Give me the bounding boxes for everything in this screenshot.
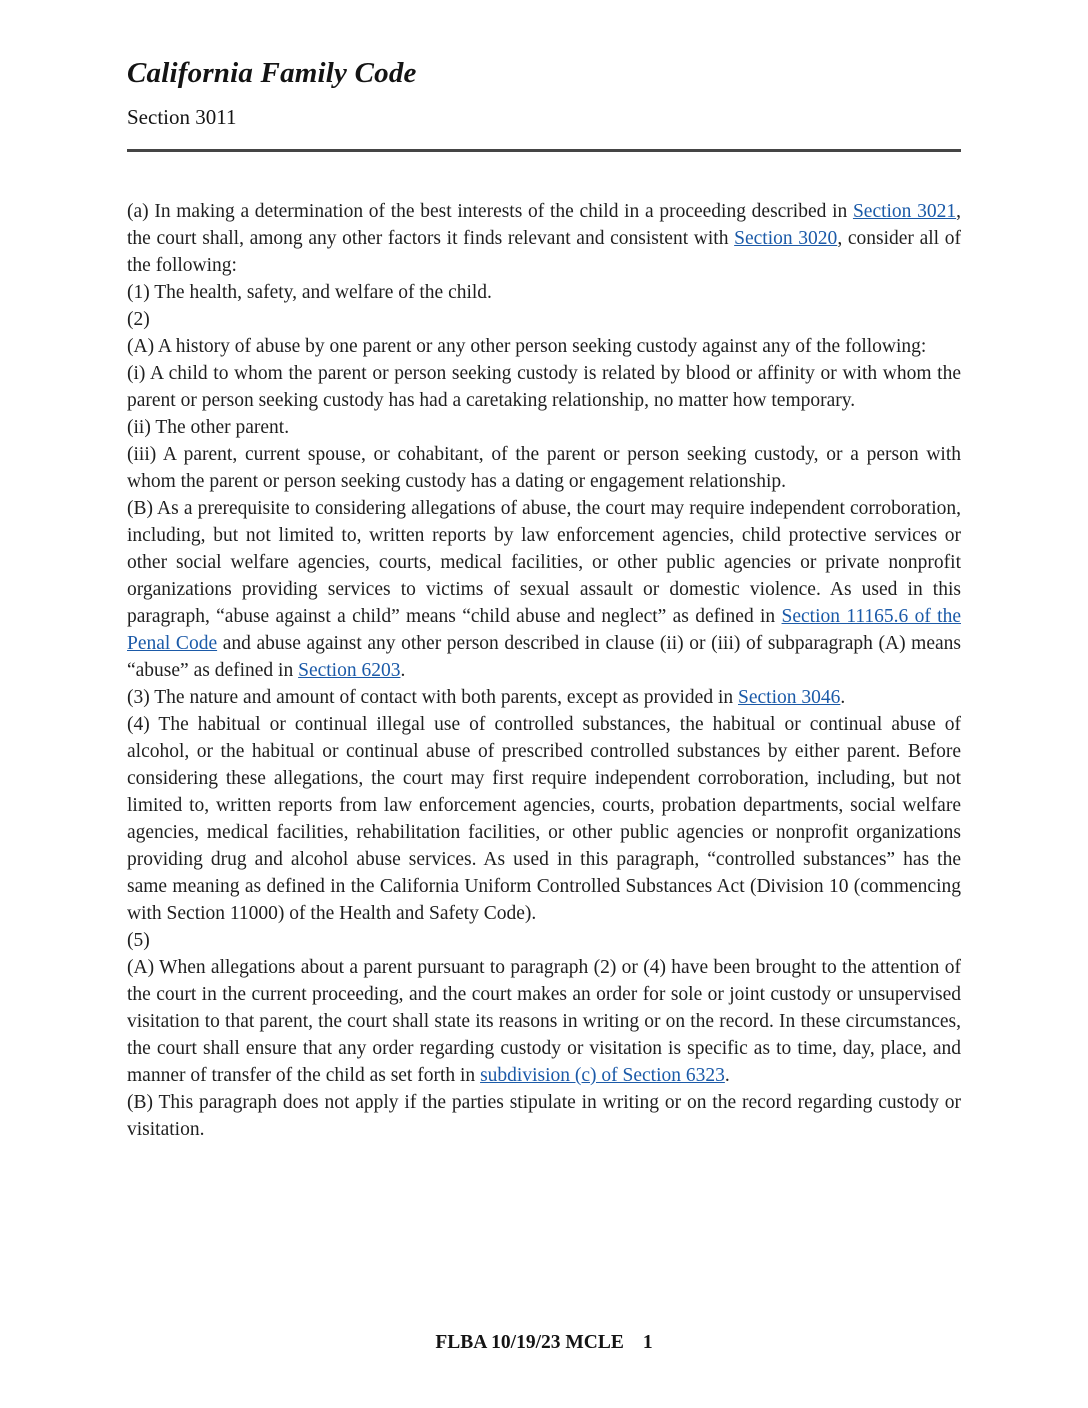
section-link[interactable]: Section 11165.6 of the Penal Code <box>127 606 961 654</box>
paragraph: (5) <box>127 930 150 951</box>
footer-page-number: 1 <box>642 1332 653 1353</box>
paragraph: (B) As a prerequisite to considering allegations of abuse, the court may require independent corroboration, including, but not limited to, written reports by law enforcement agencies, child protective services or other social welfare agencies, courts, medical facilities, or other public agencies or private nonprofit organizations providing services to victims of sexual assault or domestic violence. As used in this paragraph, “abuse against a child” means “child abuse and neglect” as defined in Section 11165.6 of the Penal Code and abuse against any other person described in clause (ii) or (iii) of subparagraph (A) means “abuse” as defined in Section 6203. <box>127 498 961 681</box>
document-header <box>127 57 961 152</box>
paragraph: (A) When allegations about a parent pursuant to paragraph (2) or (4) have been brought to the attention of the court in the current proceeding, and the court makes an order for sole or joint custody or unsupervised visitation to that parent, the court shall state its reasons in writing or on the record. In these circumstances, the court shall ensure that any order regarding custody or visitation is specific as to time, day, place, and manner of transfer of the child as set forth in subdivision (c) of Section 6323. <box>127 957 961 1086</box>
footer-text: FLBA 10/19/23 MCLE <box>435 1332 624 1353</box>
paragraph: (B) This paragraph does not apply if the parties stipulate in writing or on the record regarding custody or visitation. <box>127 1092 961 1140</box>
paragraph: (a) In making a determination of the best interests of the child in a proceeding described in Section 3021, the court shall, among any other factors it finds relevant and consistent with Section 3020, consider all of the following: <box>127 201 962 276</box>
section-link[interactable]: Section 6203 <box>298 660 401 681</box>
document-body <box>127 198 961 1143</box>
section-link[interactable]: Section 3021 <box>852 201 957 222</box>
section-link[interactable]: Section 3046 <box>738 687 841 708</box>
paragraph: (3) The nature and amount of contact with both parents, except as provided in Section 3046. <box>127 687 846 708</box>
paragraph: (4) The habitual or continual illegal use of controlled substances, the habitual or continual abuse of alcohol, or the habitual or continual abuse of prescribed controlled substances by either parent. Before considering these allegations, the court may first require independent corroboration, including, but not limited to, written reports from law enforcement agencies, courts, probation departments, social welfare agencies, medical facilities, rehabilitation facilities, or other public agencies or nonprofit organizations providing drug and alcohol abuse services. As used in this paragraph, “controlled substances” has the same meaning as defined in the California Uniform Controlled Substances Act (Division 10 (commencing with Section 11000) of the Health and Safety Code). <box>127 714 961 924</box>
paragraph: (A) A history of abuse by one parent or any other person seeking custody against any of the following: <box>127 336 927 357</box>
section-heading: Section 3011 <box>127 105 237 129</box>
paragraph: (i) A child to whom the parent or person seeking custody is related by blood or affinity or with whom the parent or person seeking custody has had a caretaking relationship, no matter how temporary. <box>127 363 961 411</box>
section-link[interactable]: Section 3020 <box>734 228 838 249</box>
paragraph: (iii) A parent, current spouse, or cohabitant, of the parent or person seeking custody, or a person with whom the parent or person seeking custody has a dating or engagement relationship. <box>127 444 961 492</box>
section-link[interactable]: subdivision (c) of Section 6323 <box>480 1065 725 1086</box>
page-footer <box>0 1332 1088 1354</box>
paragraph: (2) <box>127 309 150 330</box>
header-rule <box>127 149 961 152</box>
paragraph: (1) The health, safety, and welfare of the child. <box>127 282 492 303</box>
paragraph: (ii) The other parent. <box>127 417 290 438</box>
document-title: California Family Code <box>127 57 417 89</box>
